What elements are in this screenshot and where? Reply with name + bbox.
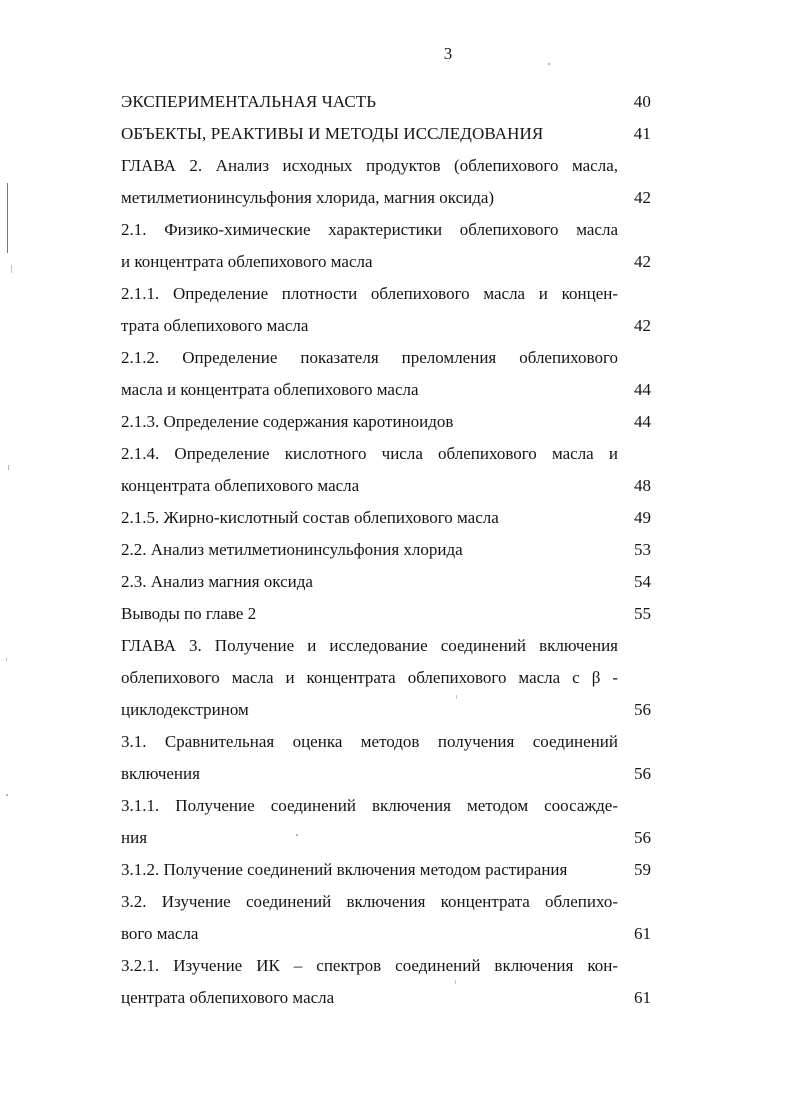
toc-line [121,950,651,982]
page-number: 3 [443,44,453,63]
toc-line [121,310,651,342]
toc-entry [121,598,651,630]
toc-entry-text: трата облепихового масла [121,316,309,335]
scan-artifact-dot [548,63,550,65]
toc-entry [121,534,651,566]
toc-page-number: 56 [634,764,651,783]
toc-line [121,886,651,918]
toc-entry-text: ния [121,828,148,847]
toc-entry-text: циклодекстрином [121,700,249,719]
toc-page-number: 55 [634,604,651,623]
toc-line [121,502,651,534]
toc-entry-text: концентрата облепихового масла [121,476,360,495]
toc-line [121,214,651,246]
toc-line [121,758,651,790]
toc-line [121,662,651,694]
toc-entry [121,886,651,950]
toc-page-number: 49 [634,508,651,527]
toc-entry-text: масла и концентрата облепихового масла [121,380,419,399]
toc-line [121,278,651,310]
toc-line [121,118,651,150]
toc-entry-text: центрата облепихового масла [121,988,335,1007]
toc-entry-text: 3.2. Изучение соединений включения концентрата облепихо- [121,892,618,911]
toc-page-number: 42 [634,252,651,271]
toc-line [121,694,651,726]
toc-line [121,150,651,182]
toc-page-number: 59 [634,860,651,879]
toc-entry-text: 2.1. Физико-химические характеристики облепихового масла [121,220,618,239]
toc-entry [121,278,651,342]
toc-entry-text: вого масла [121,924,199,943]
toc-page-number: 42 [634,188,651,207]
toc-page-number: 61 [634,988,651,1007]
toc-entry-text: ГЛАВА 3. Получение и исследование соединений включения [121,636,618,655]
toc-page-number: 53 [634,540,651,559]
toc-entry-text: 2.1.1. Определение плотности облепихового масла и концен- [121,284,618,303]
toc-line [121,438,651,470]
toc-entry [121,150,651,214]
toc-line [121,630,651,662]
toc-entry [121,950,651,1014]
toc-entry-text: ГЛАВА 2. Анализ исходных продуктов (облепихового масла, [121,156,618,175]
toc-entry-text: 2.1.5. Жирно-кислотный состав облепихового масла [121,508,499,527]
toc-entry-text: 3.1.2. Получение соединений включения методом растирания [121,860,568,879]
toc-line [121,182,651,214]
toc-entry [121,214,651,278]
toc-entry [121,566,651,598]
toc-line [121,726,651,758]
scan-artifact-dot [296,834,298,836]
toc-entry-text: ЭКСПЕРИМЕНТАЛЬНАЯ ЧАСТЬ [121,92,377,111]
table-of-contents [121,86,651,1014]
toc-entry [121,86,651,118]
scan-artifact-dot [456,695,457,699]
toc-line [121,790,651,822]
scan-artifact-dot [6,794,8,796]
toc-entry [121,790,651,854]
toc-line [121,534,651,566]
toc-line [121,470,651,502]
toc-page-number: 54 [634,572,651,591]
toc-page-number: 56 [634,700,651,719]
toc-line [121,342,651,374]
toc-entry-text: включения [121,764,200,783]
scan-artifact-dot [455,980,456,984]
toc-entry [121,406,651,438]
toc-entry-text: 2.3. Анализ магния оксида [121,572,313,591]
toc-page-number: 44 [634,380,651,399]
toc-entry [121,342,651,406]
toc-line [121,406,651,438]
toc-page-number: 42 [634,316,651,335]
toc-entry-text: 2.1.4. Определение кислотного числа облепихового масла и [121,444,618,463]
toc-line [121,854,651,886]
toc-page-number: 44 [634,412,651,431]
toc-entry-text: и концентрата облепихового масла [121,252,373,271]
toc-entry-text: ОБЪЕКТЫ, РЕАКТИВЫ И МЕТОДЫ ИССЛЕДОВАНИЯ [121,124,544,143]
toc-line [121,86,651,118]
toc-entry [121,502,651,534]
toc-entry [121,854,651,886]
toc-entry-text: 2.2. Анализ метилметионинсульфония хлорида [121,540,463,559]
toc-entry-text: Выводы по главе 2 [121,604,257,623]
toc-entry [121,726,651,790]
toc-page-number: 41 [633,124,651,143]
scan-artifact-dot [8,465,9,470]
toc-page-number: 40 [633,92,651,111]
toc-entry-text: 2.1.2. Определение показателя преломления облепихового [121,348,618,367]
toc-line [121,982,651,1014]
toc-entry [121,118,651,150]
toc-entry-text: метилметионинсульфония хлорида, магния оксида) [121,188,495,207]
toc-line [121,918,651,950]
toc-line [121,246,651,278]
toc-entry-text: 2.1.3. Определение содержания каротиноидов [121,412,454,431]
toc-entry [121,438,651,502]
toc-entry-text: 3.2.1. Изучение ИК – спектров соединений включения кон- [121,956,618,975]
toc-entry-text: 3.1.1. Получение соединений включения методом соосажде- [121,796,618,815]
toc-entry-text: 3.1. Сравнительная оценка методов получения соединений [121,732,618,751]
toc-line [121,374,651,406]
toc-entry [121,630,651,726]
toc-line [121,566,651,598]
scan-artifact-dot [11,265,12,273]
scan-artifact-dot [6,658,7,661]
toc-entry-text: облепихового масла и концентрата облепихового масла с β - [121,668,618,687]
toc-page-number: 56 [634,828,651,847]
toc-line [121,598,651,630]
toc-page-number: 61 [634,924,651,943]
scan-artifact-line [7,183,8,253]
toc-page-number: 48 [634,476,651,495]
toc-line [121,822,651,854]
